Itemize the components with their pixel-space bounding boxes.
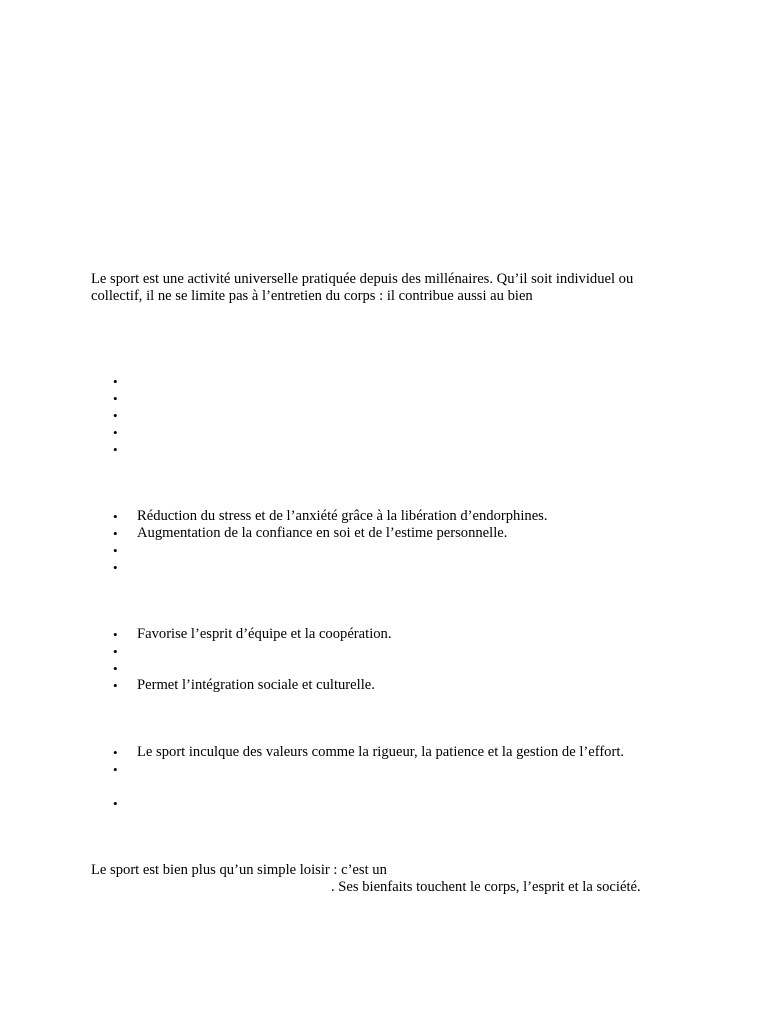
list-item <box>0 626 768 643</box>
list-item <box>0 660 768 677</box>
list-item-text: Réduction du stress et de l’anxiété grâce à la libération d’endorphines. <box>137 508 548 524</box>
bullet-glyph: • <box>113 644 118 659</box>
bullet-glyph: • <box>113 425 118 440</box>
intro-line-1: Le sport est une activité universelle pratiquée depuis des millénaires. Qu’il soit individuel ou <box>91 271 634 287</box>
bullet-list-5 <box>0 795 768 812</box>
list-item <box>0 525 768 542</box>
bullet-list-3 <box>0 626 768 694</box>
list-item-text: Le sport inculque des valeurs comme la rigueur, la patience et la gestion de l’effort. <box>137 744 625 760</box>
list-item <box>0 424 768 441</box>
list-item-text: Augmentation de la confiance en soi et de l’estime personnelle. <box>137 525 508 541</box>
bullet-glyph: • <box>113 543 118 558</box>
bullet-glyph: • <box>113 678 118 693</box>
bullet-glyph: • <box>113 526 118 541</box>
bullet-list-4 <box>0 744 768 778</box>
list-item <box>0 795 768 812</box>
list-item <box>0 542 768 559</box>
bullet-glyph: • <box>113 391 118 406</box>
intro-paragraph <box>91 271 691 305</box>
list-item-text: Favorise l’esprit d’équipe et la coopération. <box>137 626 392 642</box>
list-item <box>0 761 768 778</box>
list-item <box>0 677 768 694</box>
list-item <box>0 744 768 761</box>
bullet-glyph: • <box>113 408 118 423</box>
bullet-glyph: • <box>113 661 118 676</box>
bullet-glyph: • <box>113 627 118 642</box>
list-item <box>0 559 768 576</box>
list-item <box>0 508 768 525</box>
bullet-glyph: • <box>113 374 118 389</box>
intro-line-2: collectif, il ne se limite pas à l’entretien du corps : il contribue aussi au bien <box>91 288 533 304</box>
bullet-glyph: • <box>113 745 118 760</box>
bullet-glyph: • <box>113 442 118 457</box>
bullet-list-2 <box>0 508 768 576</box>
bullet-glyph: • <box>113 509 118 524</box>
conclusion-line-2: . Ses bienfaits touchent le corps, l’esprit et la société. <box>331 879 641 895</box>
conclusion-line-1: Le sport est bien plus qu’un simple loisir : c’est un <box>91 862 387 878</box>
bullet-glyph: • <box>113 796 118 811</box>
bullet-glyph: • <box>113 560 118 575</box>
conclusion-paragraph <box>91 862 691 896</box>
list-item <box>0 643 768 660</box>
bullet-glyph: • <box>113 762 118 777</box>
bullet-list-1 <box>0 373 768 458</box>
list-item-text: Permet l’intégration sociale et culturelle. <box>137 677 375 693</box>
list-item <box>0 441 768 458</box>
list-item <box>0 373 768 390</box>
list-item <box>0 407 768 424</box>
list-item <box>0 390 768 407</box>
